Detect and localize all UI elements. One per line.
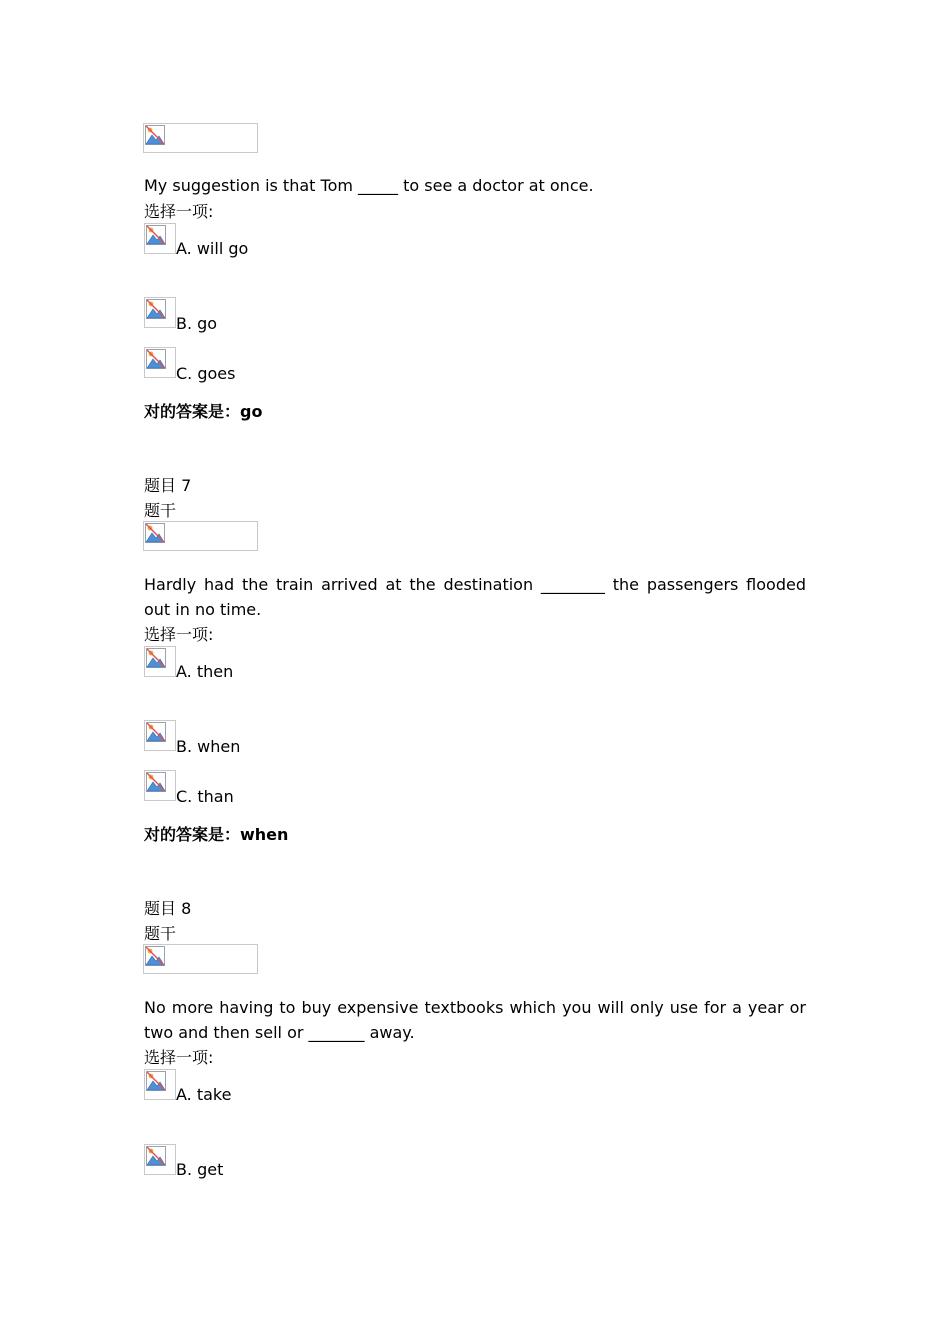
question-label: 题干 <box>144 501 177 520</box>
option-b[interactable]: B. go <box>176 314 218 333</box>
option-a[interactable]: A. will go <box>176 239 249 258</box>
correct-answer: 对的答案是：when <box>144 825 289 844</box>
option-b[interactable]: B. when <box>176 737 241 756</box>
choose-one-prompt: 选择一项: <box>144 625 214 644</box>
broken-image-icon <box>144 297 176 328</box>
broken-image-icon <box>144 720 176 751</box>
broken-image-icon <box>143 521 258 551</box>
correct-answer: 对的答案是：go <box>144 402 263 421</box>
question-stem: My suggestion is that Tom _____ to see a doctor at once. <box>144 176 594 195</box>
broken-image-icon <box>143 944 258 974</box>
question-stem: Hardly had the train arrived at the destination ________ the passengers flooded out in no time. <box>144 575 806 619</box>
broken-image-icon <box>144 646 176 677</box>
option-b[interactable]: B. get <box>176 1160 224 1179</box>
broken-image-icon <box>144 347 176 378</box>
broken-image-icon <box>144 1144 176 1175</box>
question-stem: No more having to buy expensive textbooks which you will only use for a year or two and then sell or _______ away. <box>144 998 806 1042</box>
choose-one-prompt: 选择一项: <box>144 1048 214 1067</box>
question-number: 题目 7 <box>144 476 192 495</box>
choose-one-prompt: 选择一项: <box>144 202 214 221</box>
question-number: 题目 8 <box>144 899 192 918</box>
broken-image-icon <box>144 1069 176 1100</box>
option-c[interactable]: C. than <box>176 787 234 806</box>
option-a[interactable]: A. take <box>176 1085 232 1104</box>
broken-image-icon <box>143 123 258 153</box>
broken-image-icon <box>144 223 176 254</box>
broken-image-icon <box>144 770 176 801</box>
question-label: 题干 <box>144 924 177 943</box>
option-a[interactable]: A. then <box>176 662 234 681</box>
option-c[interactable]: C. goes <box>176 364 236 383</box>
